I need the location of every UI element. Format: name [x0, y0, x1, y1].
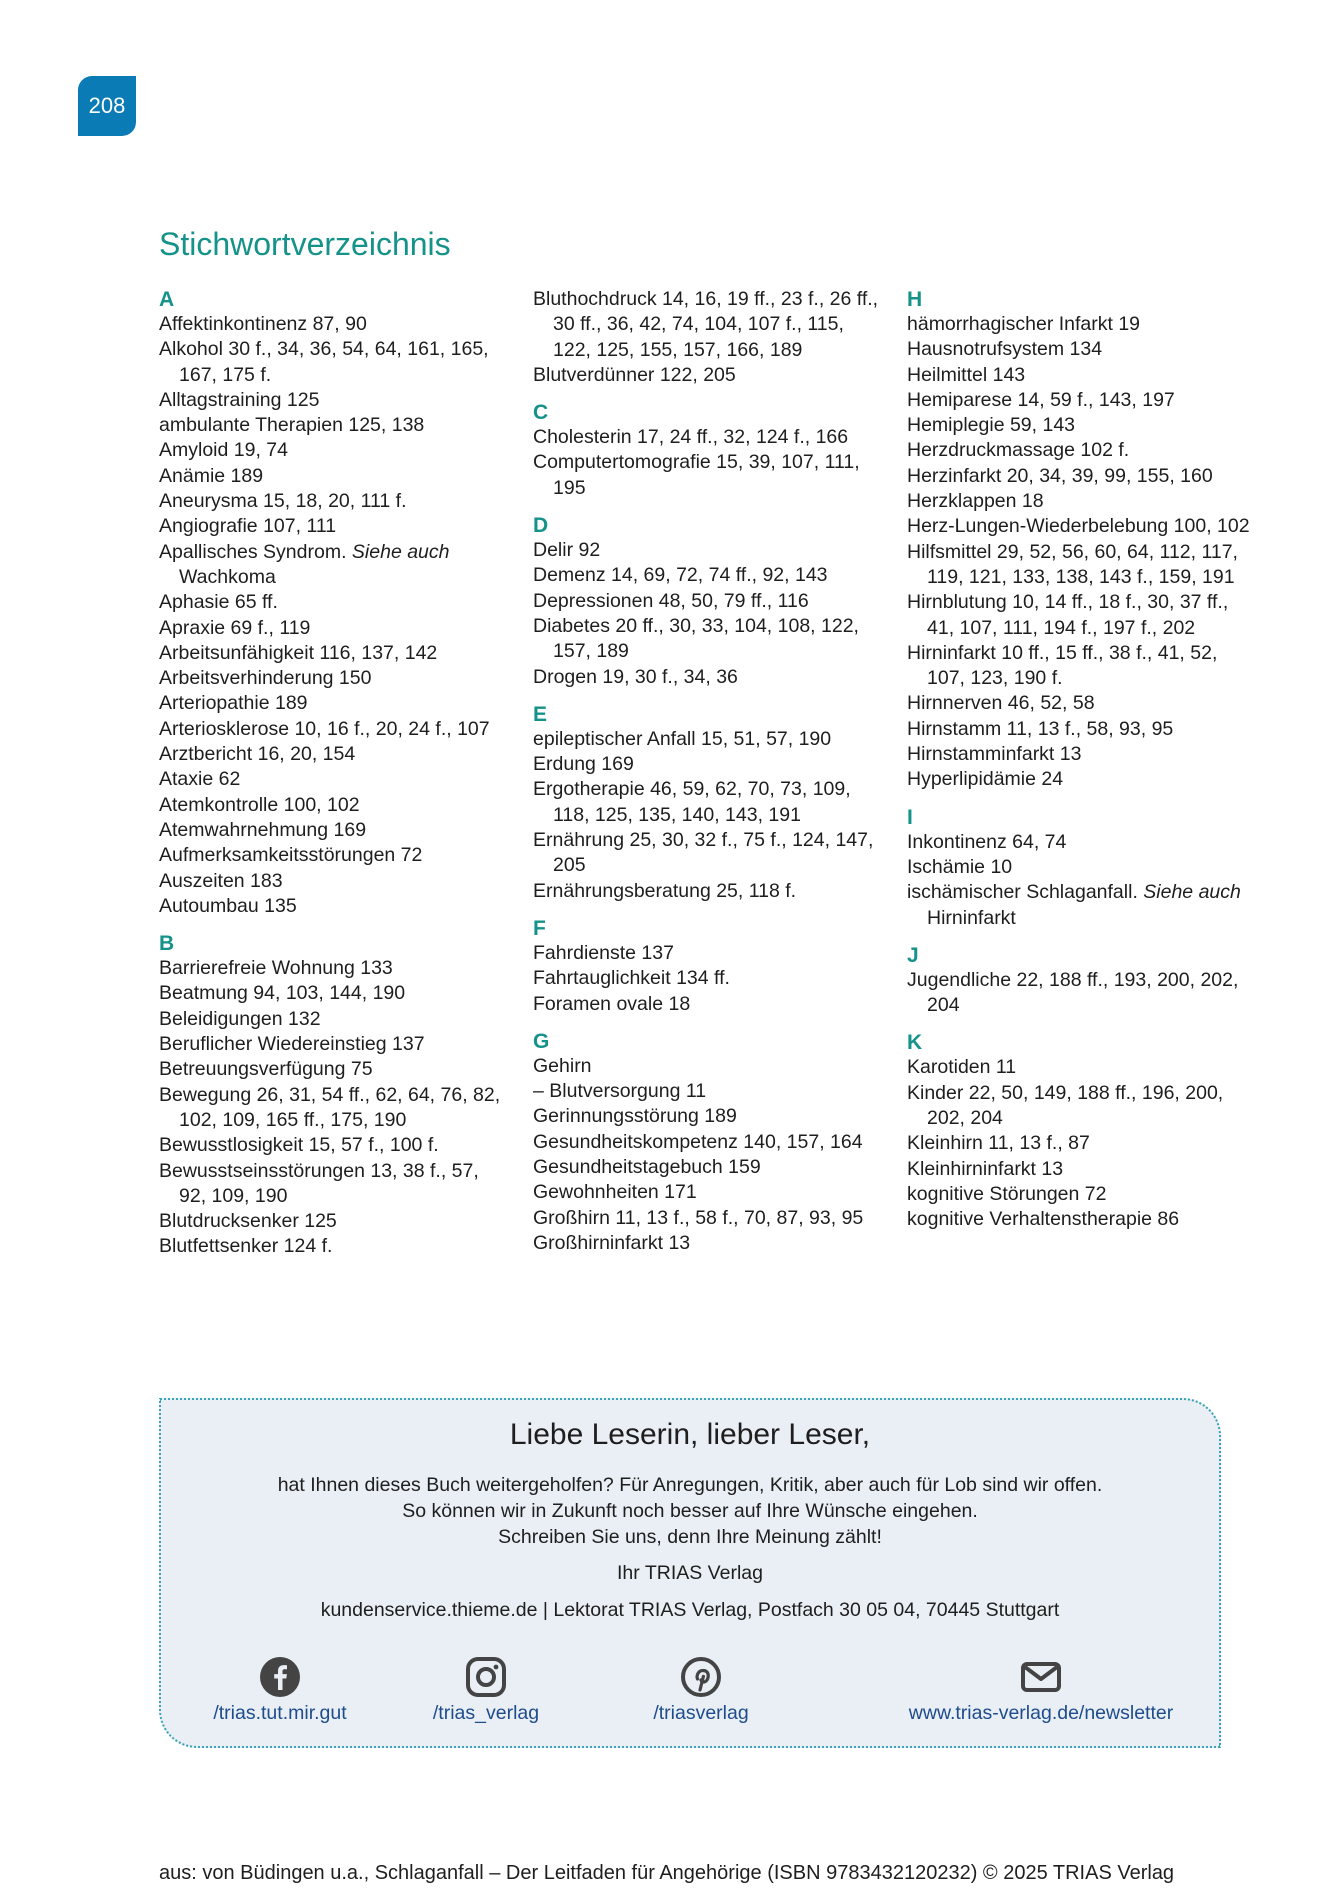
index-column-1 [159, 287, 509, 1272]
index-entry: kognitive Verhaltenstherapie 86 [907, 1208, 1180, 1231]
index-letter-heading: B [159, 932, 175, 956]
reader-box-line: Schreiben Sie uns, denn Ihre Meinung zählt! [498, 1526, 882, 1548]
index-entry: Amyloid 19, 74 [159, 439, 288, 462]
index-entry: Drogen 19, 30 f., 34, 36 [533, 665, 738, 688]
pinterest-icon [680, 1656, 722, 1698]
index-group [907, 943, 1257, 1019]
index-entry: Hirnblutung 10, 14 ff., 18 f., 30, 37 ff., 41, 107, 111, 194 f., 197 f., 202 [907, 591, 1229, 639]
index-entry: Aneurysma 15, 18, 20, 111 f. [159, 490, 407, 513]
index-group [533, 400, 883, 501]
index-letter-heading: I [907, 805, 913, 829]
reader-box-signature: Ihr TRIAS Verlag [617, 1562, 763, 1584]
index-entry: Arteriopathie 189 [159, 692, 308, 715]
reader-box-line: So können wir in Zukunft noch besser auf Ihre Wünsche eingehen. [402, 1500, 978, 1522]
index-entry: Karotiden 11 [907, 1056, 1017, 1079]
index-entry: Arbeitsunfähigkeit 116, 137, 142 [159, 641, 438, 664]
newsletter-label: www.trias-verlag.de/newsletter [908, 1702, 1174, 1724]
index-entry: Großhirninfarkt 13 [533, 1231, 691, 1254]
index-entry: Gesundheitskompetenz 140, 157, 164 [533, 1130, 863, 1153]
index-entry: Angiografie 107, 111 [159, 515, 337, 538]
index-entry: Aphasie 65 ff. [159, 591, 278, 614]
index-group [907, 805, 1257, 931]
index-entry: Arztbericht 16, 20, 154 [159, 743, 356, 766]
index-entry: Gehirn [533, 1054, 592, 1077]
index-entry: Blutverdünner 122, 205 [533, 363, 736, 386]
index-entry: – Blutversorgung 11 [533, 1080, 707, 1103]
index-entry: Hemiplegie 59, 143 [907, 414, 1076, 437]
index-entry: Ischämie 10 [907, 855, 1013, 878]
index-entry: Auszeiten 183 [159, 869, 283, 892]
index-letter-heading: G [533, 1029, 550, 1053]
source-footer: aus: von Büdingen u.a., Schlaganfall – Der Leitfaden für Angehörige (ISBN 9783432120232) © 2025 TRIAS Verlag [159, 1862, 1175, 1884]
reader-feedback-box [159, 1398, 1221, 1748]
page-number-badge: 208 [78, 76, 136, 136]
index-entry: epileptischer Anfall 15, 51, 57, 190 [533, 727, 832, 750]
facebook-icon [259, 1656, 301, 1698]
index-entry: Affektinkontinenz 87, 90 [159, 313, 367, 335]
index-entry: Ernährung 25, 30, 32 f., 75 f., 124, 147, 205 [533, 829, 874, 877]
index-group [533, 513, 883, 690]
index-entry: Ernährungsberatung 25, 118 f. [533, 879, 797, 902]
index-entry: Gerinnungsstörung 189 [533, 1105, 737, 1128]
reader-box-heading: Liebe Leserin, lieber Leser, [509, 1418, 871, 1451]
index-letter-heading: H [907, 288, 923, 311]
index-entry: Cholesterin 17, 24 ff., 32, 124 f., 166 [533, 426, 849, 449]
index-group [907, 287, 1257, 793]
index-group [159, 931, 509, 1260]
index-column-2 [533, 287, 883, 1268]
index-group [533, 702, 883, 904]
reader-box-line: hat Ihnen dieses Buch weitergeholfen? Für Anregungen, Kritik, aber auch für Lob sind wir offen. [277, 1474, 1103, 1496]
index-entry: ambulante Therapien 125, 138 [159, 414, 425, 437]
index-entry: Diabetes 20 ff., 30, 33, 104, 108, 122, 157, 189 [533, 614, 859, 663]
index-entry: Hausnotrufsystem 134 [907, 338, 1103, 361]
index-entry: Autoumbau 135 [159, 894, 297, 917]
index-entry: Atemwahrnehmung 169 [159, 818, 367, 841]
index-group [533, 1029, 883, 1256]
index-letter-heading: A [159, 288, 175, 311]
facebook-link[interactable] [195, 1656, 365, 1725]
index-entry: Blutfettsenker 124 f. [159, 1235, 333, 1258]
index-entry: Apraxie 69 f., 119 [159, 616, 311, 639]
index-entry: Heilmittel 143 [907, 363, 1026, 386]
index-entry: Herz-Lungen-Wiederbelebung 100, 102 [907, 515, 1250, 538]
index-entry: Ataxie 62 [159, 768, 241, 791]
index-entry: Aufmerksamkeitsstörungen 72 [159, 844, 423, 867]
index-entry-target: Wachkoma [179, 565, 276, 588]
index-entry: Alltagstraining 125 [159, 388, 320, 411]
index-letter-heading: K [907, 1031, 923, 1055]
index-entry: Anämie 189 [159, 464, 264, 487]
index-entry: Bewusstseinsstörungen 13, 38 f., 57, 92, 109, 190 [159, 1159, 479, 1207]
index-entry: Delir 92 [533, 539, 601, 562]
index-entry: Großhirn 11, 13 f., 58 f., 70, 87, 93, 95 [533, 1206, 864, 1229]
index-letter-heading: C [533, 401, 549, 425]
index-entry: Betreuungsverfügung 75 [159, 1058, 373, 1081]
page-title: Stichwortverzeichnis [159, 226, 451, 262]
index-entry: Alkohol 30 f., 34, 36, 54, 64, 161, 165, 167, 175 f. [159, 338, 489, 386]
pinterest-label: /triasverlag [653, 1702, 749, 1724]
index-entry-term: ischämischer Schlaganfall. [907, 881, 1144, 904]
index-entry: Ergotherapie 46, 59, 62, 70, 73, 109, 118, 125, 135, 140, 143, 191 [533, 778, 851, 826]
index-entry: Hirninfarkt 10 ff., 15 ff., 38 f., 41, 52, 107, 123, 190 f. [907, 641, 1218, 690]
index-entry: Beatmung 94, 103, 144, 190 [159, 982, 406, 1005]
index-entry: kognitive Störungen 72 [907, 1182, 1107, 1205]
reader-box-text [161, 1472, 1219, 1550]
index-entry: Herzinfarkt 20, 34, 39, 99, 155, 160 [907, 464, 1213, 487]
index-entry: Barrierefreie Wohnung 133 [159, 957, 393, 980]
index-entry: Kleinhirn 11, 13 f., 87 [907, 1132, 1090, 1155]
index-entry: Fahrdienste 137 [533, 941, 674, 964]
index-entry: Hilfsmittel 29, 52, 56, 60, 64, 112, 117, 119, 121, 133, 138, 143 f., 159, 191 [907, 540, 1238, 588]
index-entry: Hirnstamminfarkt 13 [907, 743, 1082, 766]
index-letter-heading: J [907, 943, 919, 967]
index-entry: Gesundheitstagebuch 159 [533, 1156, 761, 1179]
index-entry: Fahrtauglichkeit 134 ff. [533, 967, 730, 990]
index-letter-heading: D [533, 514, 549, 538]
index-entry: Herzdruckmassage 102 f. [907, 439, 1130, 462]
index-entry: Beleidigungen 132 [159, 1007, 321, 1030]
pinterest-link[interactable] [631, 1656, 771, 1725]
index-entry: Hirnstamm 11, 13 f., 58, 93, 95 [907, 717, 1174, 740]
index-entry: Computertomografie 15, 39, 107, 111, 195 [533, 451, 860, 499]
newsletter-link[interactable] [891, 1656, 1191, 1725]
index-entry: Herzklappen 18 [907, 490, 1044, 513]
index-entry: Demenz 14, 69, 72, 74 ff., 92, 143 [533, 564, 828, 587]
index-entry: Jugendliche 22, 188 ff., 193, 200, 202, 204 [907, 968, 1239, 1017]
index-entry: Blutdrucksenker 125 [159, 1210, 337, 1233]
index-entry: Gewohnheiten 171 [533, 1181, 697, 1204]
mail-icon [1020, 1656, 1062, 1698]
see-also-reference: Siehe auch [351, 540, 450, 563]
facebook-label: /trias.tut.mir.gut [213, 1702, 347, 1724]
index-entry: Hemiparese 14, 59 f., 143, 197 [907, 388, 1175, 411]
index-entry: Bluthochdruck 14, 16, 19 ff., 23 f., 26 ff., 30 ff., 36, 42, 74, 104, 107 f., 115, 122, 125, 155, 157, 166, 189 [533, 288, 879, 361]
index-entry: Kleinhirninfarkt 13 [907, 1157, 1064, 1180]
index-group [533, 916, 883, 1017]
index-letter-heading: F [533, 916, 546, 940]
index-entry: Erdung 169 [533, 753, 634, 776]
index-group [907, 1030, 1257, 1232]
instagram-label: /trias_verlag [432, 1702, 540, 1724]
index-entry: Foramen ovale 18 [533, 992, 691, 1015]
reader-box-contact[interactable]: kundenservice.thieme.de | Lektorat TRIAS Verlag, Postfach 30 05 04, 70445 Stuttgart [320, 1599, 1060, 1621]
index-entry: Depressionen 48, 50, 79 ff., 116 [533, 589, 809, 612]
index-entry: Beruflicher Wiedereinstieg 137 [159, 1033, 425, 1056]
index-entry-term: Apallisches Syndrom. [159, 540, 352, 563]
index-letter-heading: E [533, 702, 548, 726]
index-entry [159, 540, 509, 591]
index-entry-target: Hirninfarkt [927, 906, 1016, 929]
instagram-link[interactable] [411, 1656, 561, 1725]
instagram-icon [465, 1656, 507, 1698]
index-entry: hämorrhagischer Infarkt 19 [907, 313, 1141, 335]
index-entry: Inkontinenz 64, 74 [907, 830, 1067, 853]
index-entry: Bewegung 26, 31, 54 ff., 62, 64, 76, 82, 102, 109, 165 ff., 175, 190 [159, 1083, 501, 1131]
index-group [533, 287, 883, 388]
index-entry: Arbeitsverhinderung 150 [159, 667, 372, 690]
index-entry: Hirnnerven 46, 52, 58 [907, 692, 1095, 715]
index-entry: Hyperlipidämie 24 [907, 768, 1064, 791]
index-entry: Bewusstlosigkeit 15, 57 f., 100 f. [159, 1134, 439, 1157]
index-entry: Atemkontrolle 100, 102 [159, 793, 360, 816]
index-entry [907, 880, 1257, 931]
index-entry: Arteriosklerose 10, 16 f., 20, 24 f., 107 [159, 717, 490, 740]
index-group [159, 287, 509, 919]
index-column-3 [907, 287, 1257, 1245]
index-entry: Kinder 22, 50, 149, 188 ff., 196, 200, 202, 204 [907, 1081, 1224, 1130]
see-also-reference: Siehe auch [1143, 881, 1241, 904]
